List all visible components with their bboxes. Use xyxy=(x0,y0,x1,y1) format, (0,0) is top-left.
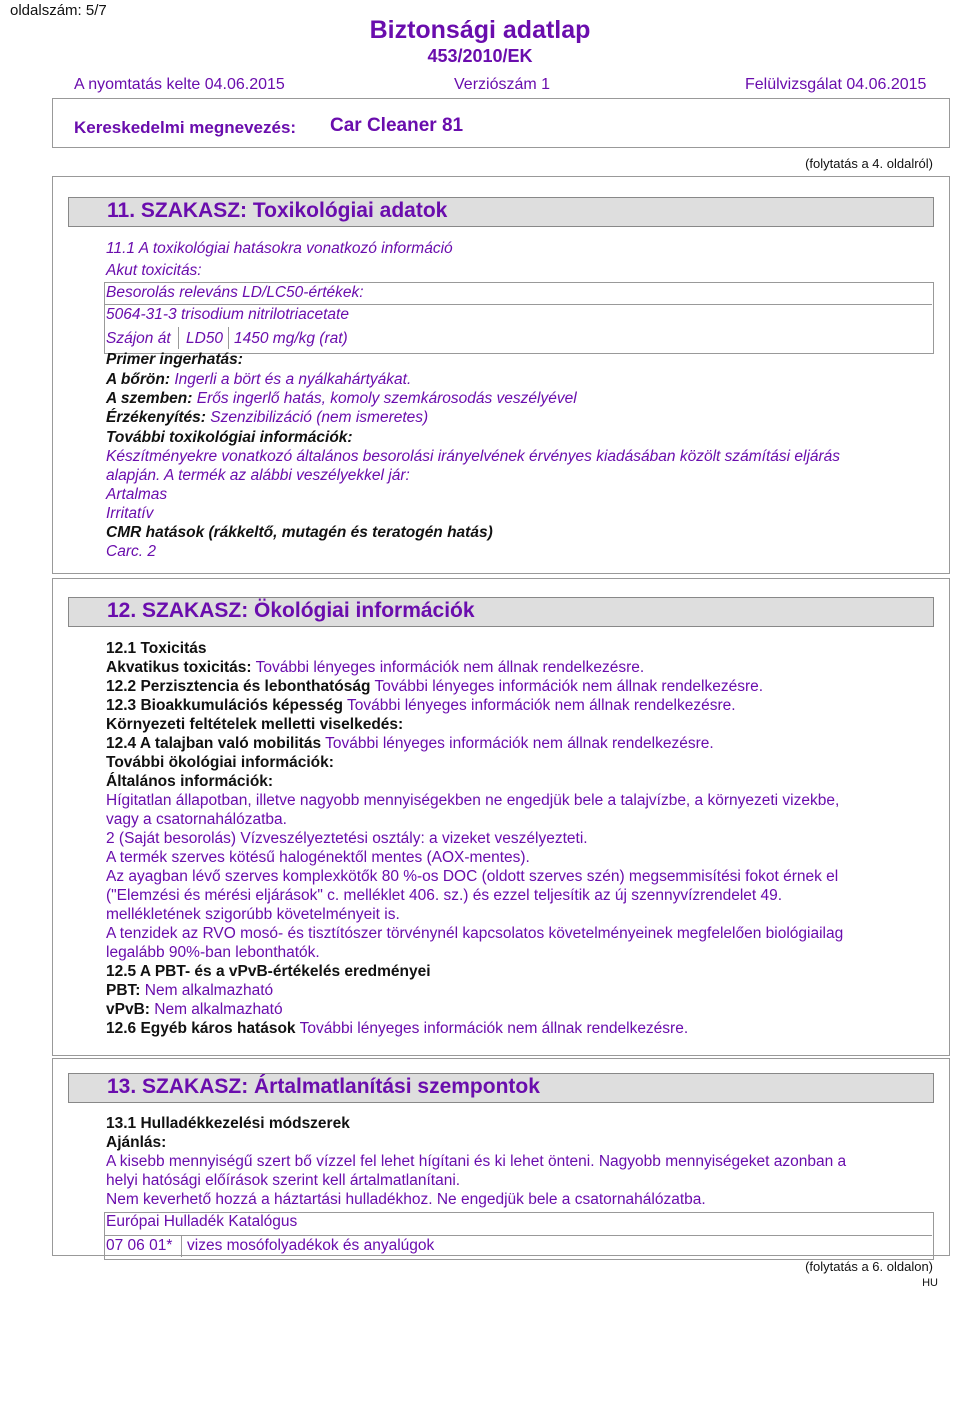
document-title: Biztonsági adatlap xyxy=(369,16,591,44)
sensitization-line xyxy=(106,409,428,427)
aquatic-line xyxy=(106,659,644,677)
skin-label: A bőrön: xyxy=(106,371,170,388)
pbt-value: Nem alkalmazható xyxy=(144,982,274,999)
skin-line xyxy=(106,371,411,389)
recommendation-line-1: A kisebb mennyiségű szert bő vízzel fel lehet hígítani és ki lehet önteni. Nagyobb mennyiségeket azonban a xyxy=(106,1153,847,1170)
more-eco-label: További ökológiai információk: xyxy=(106,754,334,771)
waste-description: vizes mosófolyadékok és anyalúgok xyxy=(187,1237,435,1254)
aquatic-value: További lényeges információk nem állnak rendelkezésre. xyxy=(255,659,645,676)
recommendation-line-3: Nem keverhető hozzá a háztartási hulladékhoz. Ne engedjük bele a csatornahálózatba. xyxy=(106,1191,706,1208)
vpvb-line xyxy=(106,1001,283,1019)
env-behavior-label: Környezeti feltételek melletti viselkedés: xyxy=(106,716,404,733)
section-12-header xyxy=(68,597,934,627)
vpvb-value: Nem alkalmazható xyxy=(154,1001,283,1018)
general-line-3: 2 (Saját besorolás) Vízveszélyeztetési osztály: a vizeket veszélyezteti. xyxy=(106,830,588,847)
primary-irritation-label: Primer ingerhatás: xyxy=(106,351,243,368)
further-tox-line-1: Készítményekre vonatkozó általános besorolási irányelvének érvényes kiadásában közölt számítási eljárás xyxy=(106,448,841,465)
section-12-title: 12. SZAKASZ: Ökológiai információk xyxy=(107,599,475,622)
s123-label: 12.3 Bioakkumulációs képesség xyxy=(106,697,343,714)
skin-value: Ingerli a bört és a nyálkahártyákat. xyxy=(174,371,412,388)
continued-from: (folytatás a 4. oldalról) xyxy=(805,156,933,171)
substance-name: 5064-31-3 trisodium nitrilotriacetate xyxy=(106,306,349,323)
s122-label: 12.2 Perzisztencia és lebonthatóság xyxy=(106,678,371,695)
table-header: Besorolás releváns LD/LC50-értékek: xyxy=(106,284,364,301)
s124-value: További lényeges információk nem állnak rendelkezésre. xyxy=(325,735,714,752)
language-code: HU xyxy=(922,1277,938,1289)
toxicity-type: LD50 xyxy=(186,330,224,347)
section-13-title: 13. SZAKASZ: Ártalmatlanítási szempontok xyxy=(107,1075,540,1098)
page-number: oldalszám: 5/7 xyxy=(10,2,107,19)
general-info-label: Általános információk: xyxy=(106,773,274,790)
table-divider xyxy=(104,304,932,305)
subsection-12-5: 12.5 A PBT- és a vPvB-értékelés eredményei xyxy=(106,963,431,980)
s123-value: További lényeges információk nem állnak rendelkezésre. xyxy=(346,697,736,714)
s126-value: További lényeges információk nem állnak rendelkezésre. xyxy=(299,1020,689,1037)
eye-line xyxy=(106,390,577,408)
s124-label: 12.4 A talajban való mobilitás xyxy=(106,735,322,752)
regulation-number: 453/2010/EK xyxy=(427,46,533,66)
general-line-4: A termék szerves kötésű halogénektől mentes (AOX-mentes). xyxy=(106,849,530,866)
aquatic-label: Akvatikus toxicitás: xyxy=(106,659,252,676)
version-number: Verziószám 1 xyxy=(454,76,551,93)
waste-code: 07 06 01* xyxy=(106,1237,173,1254)
recommendation-line-2: helyi hatósági előírások szerint kell ártalmatlanítani. xyxy=(106,1172,461,1189)
revision-date: Felülvizsgálat 04.06.2015 xyxy=(745,76,927,93)
vpvb-label: vPvB: xyxy=(106,1001,150,1018)
exposure-route: Szájon át xyxy=(106,330,171,347)
general-line-5: Az ayagban lévő szerves komplexkötők 80 %-os DOC (oldott szerves szén) megsemmisítési fokot érnek el xyxy=(106,868,839,885)
waste-catalog-label: Európai Hulladék Katalógus xyxy=(106,1213,298,1230)
s122-line xyxy=(106,678,763,696)
print-date: A nyomtatás kelte 04.06.2015 xyxy=(74,76,285,93)
further-tox-label: További toxikológiai információk: xyxy=(106,429,353,446)
further-tox-line-2: alapján. A termék az alábbi veszélyekkel jár: xyxy=(106,467,410,484)
subsection-11-1: 11.1 A toxikológiai hatásokra vonatkozó információ xyxy=(106,240,453,257)
general-line-8: A tenzidek az RVO mosó- és tisztítószer törvénynél kapcsolatos követelményeinek megfelelően biológiailag xyxy=(106,925,844,942)
s122-value: További lényeges információk nem állnak rendelkezésre. xyxy=(374,678,764,695)
subsection-13-1: 13.1 Hulladékkezelési módszerek xyxy=(106,1115,350,1132)
sensitization-label: Érzékenyítés: xyxy=(106,409,206,426)
sensitization-value: Szenzibilizáció (nem ismeretes) xyxy=(210,409,429,426)
s124-line xyxy=(106,735,714,753)
toxicity-value: 1450 mg/kg (rat) xyxy=(234,330,348,347)
pbt-label: PBT: xyxy=(106,982,141,999)
section-11-header xyxy=(68,197,934,227)
acute-toxicity-label: Akut toxicitás: xyxy=(106,262,202,279)
trade-name-label: Kereskedelmi megnevezés: xyxy=(74,118,297,137)
recommendation-label: Ajánlás: xyxy=(106,1134,167,1151)
general-line-1: Hígitatlan állapotban, illetve nagyobb mennyiségekben ne engedjük bele a talajvízbe, a környezeti vizekbe, xyxy=(106,792,840,809)
section-11-title: 11. SZAKASZ: Toxikológiai adatok xyxy=(107,199,448,222)
general-line-2: vagy a csatornahálózatba. xyxy=(106,811,287,828)
s123-line xyxy=(106,697,736,715)
general-line-7: mellékletének szigorúbb követelményeit is. xyxy=(106,906,400,923)
general-line-6: ("Elemzési és mérési eljárások" c. melléklet 406. sz.) és ezzel teljesítik az új szennyvízrendelet 49. xyxy=(106,887,783,904)
cmr-value: Carc. 2 xyxy=(106,543,156,560)
continued-on: (folytatás a 6. oldalon) xyxy=(805,1259,933,1274)
subsection-12-1: 12.1 Toxicitás xyxy=(106,640,207,657)
hazard-harmful: Artalmas xyxy=(106,486,168,503)
pbt-line xyxy=(106,982,273,1000)
trade-name-value: Car Cleaner 81 xyxy=(330,115,464,136)
section-13-header xyxy=(68,1073,934,1103)
general-line-9: legalább 90%-ban lebonthatók. xyxy=(106,944,320,961)
eye-label: A szemben: xyxy=(106,390,193,407)
s126-label: 12.6 Egyéb káros hatások xyxy=(106,1020,296,1037)
catalog-divider xyxy=(104,1235,932,1236)
hazard-irritant: Irritatív xyxy=(106,505,154,522)
eye-value: Erős ingerlő hatás, komoly szemkárosodás veszélyével xyxy=(196,390,577,407)
s126-line xyxy=(106,1020,688,1038)
cmr-label: CMR hatások (rákkeltő, mutagén és teratogén hatás) xyxy=(106,524,493,541)
